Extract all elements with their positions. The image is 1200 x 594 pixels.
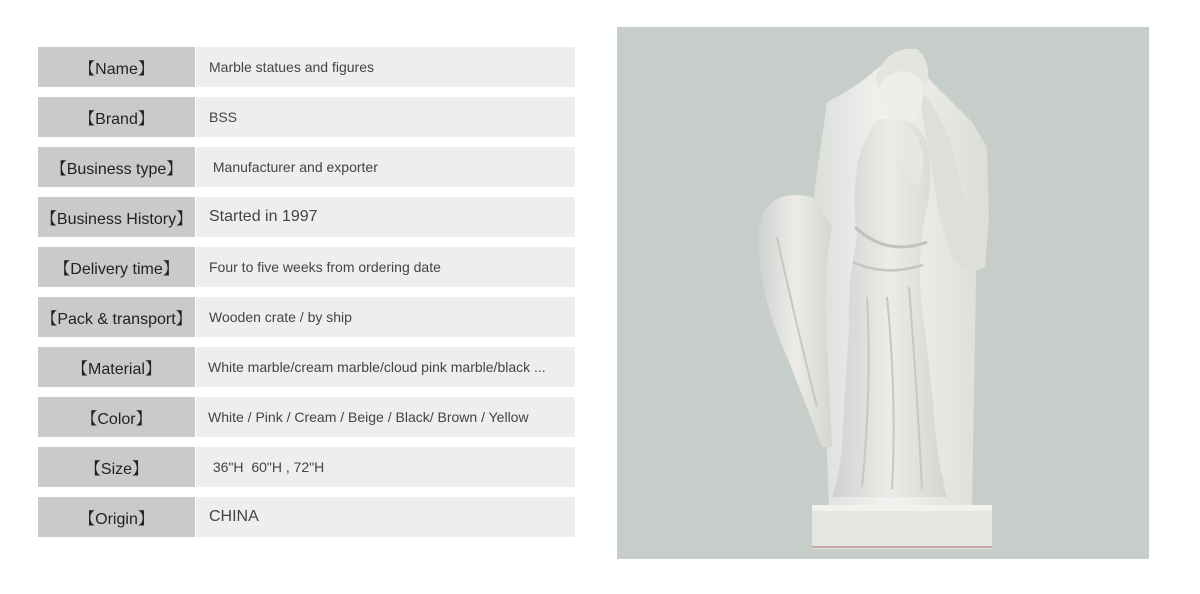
spec-value-color-text: White / Pink / Cream / Beige / Black/ Brown / Yellow	[208, 409, 529, 425]
spec-value-business-type-text: Manufacturer and exporter	[209, 159, 378, 175]
product-spec-table	[38, 47, 575, 547]
spec-value-business-type	[196, 147, 575, 187]
spec-value-size-text: 36"H 60"H , 72"H	[209, 459, 325, 475]
spec-row-pack-transport	[38, 297, 575, 337]
spec-value-delivery-time	[196, 247, 575, 287]
spec-value-origin-text: CHINA	[209, 508, 259, 525]
spec-row-color	[38, 397, 575, 437]
spec-row-material	[38, 347, 575, 387]
spec-row-business-type	[38, 147, 575, 187]
spec-row-brand	[38, 97, 575, 137]
product-photo	[617, 27, 1149, 559]
spec-label-size: 【Size】	[38, 447, 195, 487]
spec-row-name	[38, 47, 575, 87]
statue-base-top	[812, 505, 992, 511]
spec-value-material	[196, 347, 575, 387]
spec-value-business-history-text: Started in 1997	[209, 208, 318, 225]
spec-label-business-history: 【Business History】	[38, 197, 195, 237]
spec-label-origin: 【Origin】	[38, 497, 195, 537]
spec-label-brand: 【Brand】	[38, 97, 195, 137]
spec-value-delivery-time-text: Four to five weeks from ordering date	[209, 259, 441, 275]
spec-row-origin	[38, 497, 575, 537]
statue-base	[812, 505, 992, 549]
spec-value-origin	[196, 497, 575, 537]
spec-value-name-text: Marble statues and figures	[209, 59, 374, 75]
spec-label-material: 【Material】	[38, 347, 195, 387]
spec-label-pack-transport: 【Pack & transport】	[38, 297, 195, 337]
spec-label-business-type: 【Business type】	[38, 147, 195, 187]
spec-row-delivery-time	[38, 247, 575, 287]
spec-value-size	[196, 447, 575, 487]
spec-value-pack-transport-text: Wooden crate / by ship	[209, 309, 352, 325]
spec-label-color: 【Color】	[38, 397, 195, 437]
marble-statue-illustration	[617, 27, 1149, 559]
spec-value-name	[196, 47, 575, 87]
spec-value-pack-transport	[196, 297, 575, 337]
spec-row-size	[38, 447, 575, 487]
spec-value-brand	[196, 97, 575, 137]
spec-label-name: 【Name】	[38, 47, 195, 87]
spec-label-delivery-time: 【Delivery time】	[38, 247, 195, 287]
spec-row-business-history	[38, 197, 575, 237]
spec-value-color	[196, 397, 575, 437]
spec-value-business-history	[196, 197, 575, 237]
spec-value-material-text: White marble/cream marble/cloud pink marble/black ...	[208, 359, 546, 375]
spec-value-brand-text: BSS	[209, 109, 238, 125]
